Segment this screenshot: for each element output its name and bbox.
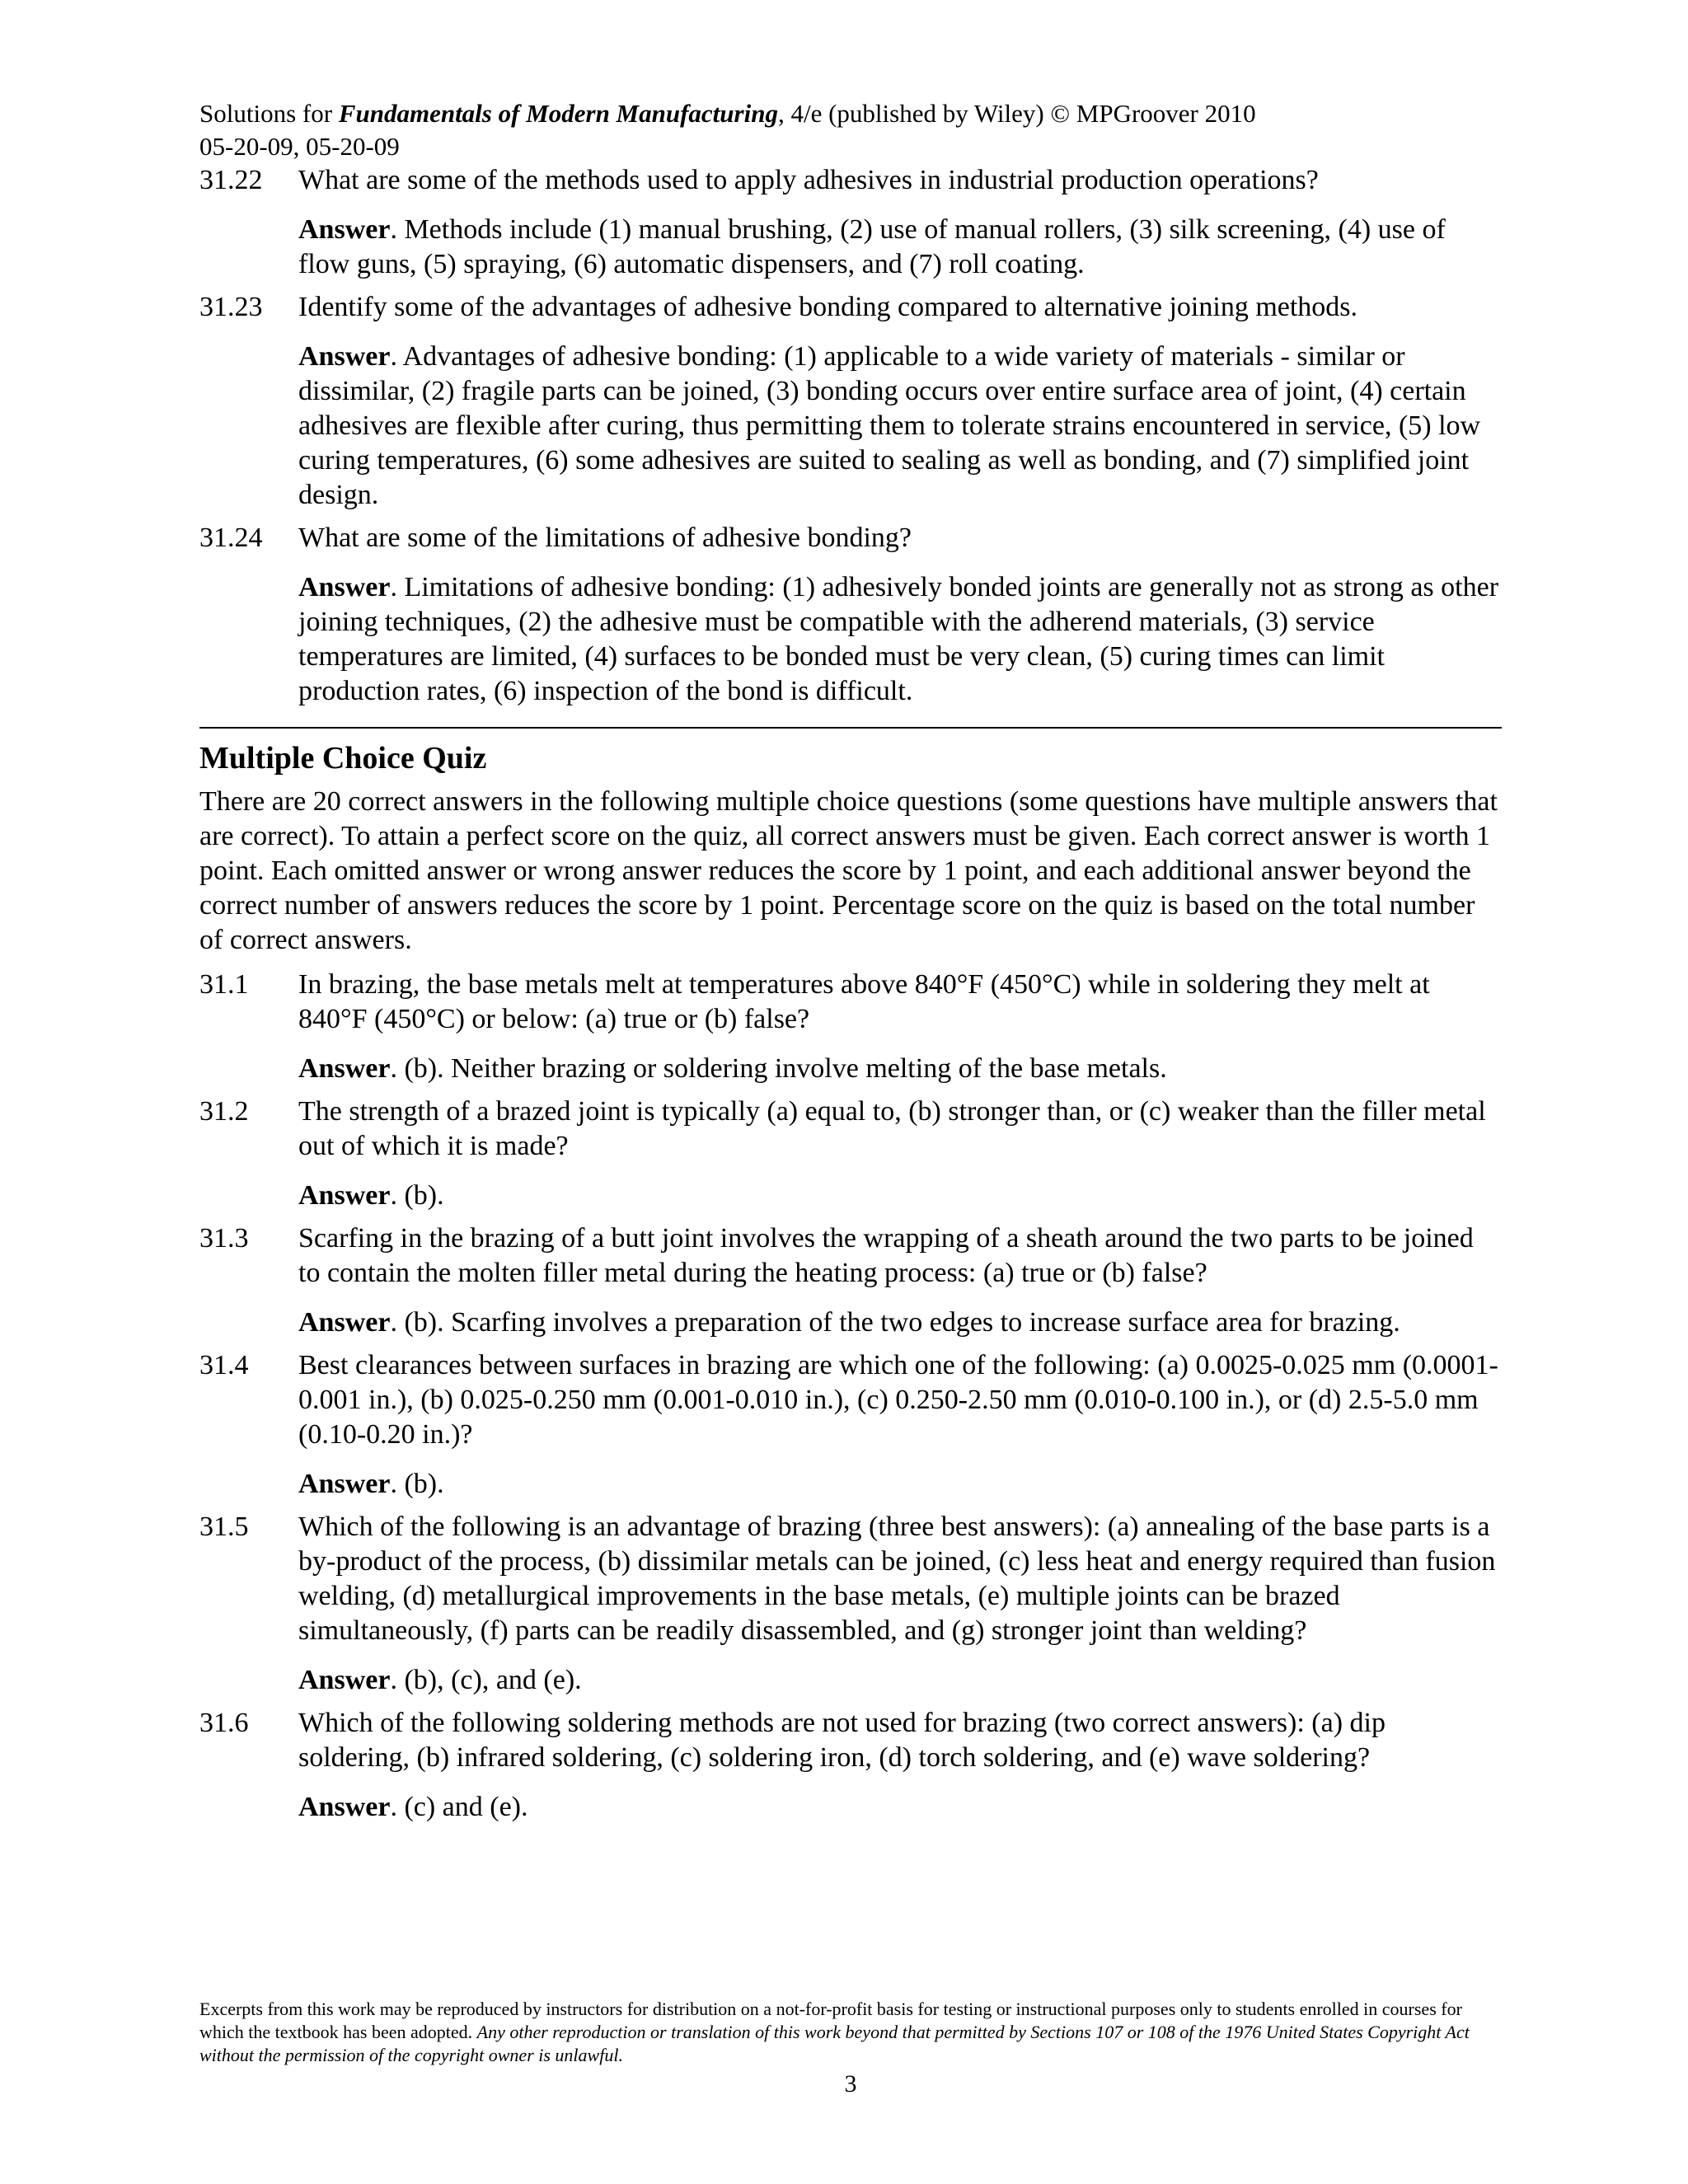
question-number: 31.24 xyxy=(199,523,263,553)
answer-block xyxy=(298,1467,1502,1502)
question-text: What are some of the limitations of adhesive bonding? xyxy=(298,523,912,553)
answer-label: Answer xyxy=(298,214,391,245)
quiz-question-row xyxy=(199,1348,1502,1452)
question-number: 31.4 xyxy=(199,1350,249,1380)
header-suffix: , 4/e (published by Wiley) © MPGroover 2010 xyxy=(777,99,1256,128)
answer-label: Answer xyxy=(298,1469,391,1499)
answer-label: Answer xyxy=(298,1792,391,1822)
quiz-question-row xyxy=(199,1221,1502,1291)
answer-text: . (b). xyxy=(390,1469,444,1499)
question-number: 31.5 xyxy=(199,1511,249,1542)
question-number: 31.22 xyxy=(199,165,263,195)
answer-label: Answer xyxy=(298,341,391,372)
answer-label: Answer xyxy=(298,572,391,602)
answer-text: . (b), (c), and (e). xyxy=(390,1665,582,1695)
quiz-question-row xyxy=(199,1706,1502,1775)
header-line xyxy=(199,97,1502,130)
quiz-question-row xyxy=(199,1510,1502,1648)
answer-block xyxy=(298,1305,1502,1340)
answer-text: . Limitations of adhesive bonding: (1) adhesively bonded joints are generally not as strong as other joining techniques, (2) the adhesive must be compatible with the adherend materials, (3) service temperatures are limited, (4) surfaces to be bonded must be very clean, (5) curing times can limit production rates, (6) inspection of the bond is difficult. xyxy=(298,572,1499,706)
section-title: Multiple Choice Quiz xyxy=(199,741,487,776)
quiz-questions xyxy=(199,968,1502,1825)
header-prefix: Solutions for xyxy=(199,99,339,128)
question-number: 31.23 xyxy=(199,292,263,322)
question-row xyxy=(199,163,1502,198)
question-text: Scarfing in the brazing of a butt joint involves the wrapping of a sheath around the two parts to be joined to contain the molten filler metal during the heating process: (a) true or (b) false? xyxy=(298,1223,1474,1288)
question-text: Which of the following is an advantage of brazing (three best answers): (a) annealing of the base parts is a by-product of the process, (b) dissimilar metals can be joined, (c) less heat and energy required than fusion welding, (d) metallurgical improvements in the base metals, (e) multiple joints can be brazed simultaneously, (f) parts can be readily disassembled, and (g) stronger joint than welding? xyxy=(298,1511,1496,1646)
document-page xyxy=(199,97,1502,1825)
running-header xyxy=(199,97,1502,163)
question-text: In brazing, the base metals melt at temperatures above 840°F (450°C) while in soldering they melt at 840°F (450°C) or below: (a) true or (b) false? xyxy=(298,969,1430,1034)
copyright-footer xyxy=(199,1998,1502,2098)
book-title: Fundamentals of Modern Manufacturing xyxy=(338,99,778,128)
question-row xyxy=(199,521,1502,555)
question-text: Identify some of the advantages of adhesive bonding compared to alternative joining methods. xyxy=(298,292,1358,322)
answer-label: Answer xyxy=(298,1053,391,1084)
quiz-question-row xyxy=(199,968,1502,1037)
answer-label: Answer xyxy=(298,1665,391,1695)
answer-block xyxy=(298,213,1502,282)
review-questions xyxy=(199,163,1502,709)
question-text: Which of the following soldering methods are not used for brazing (two correct answers): (a) dip soldering, (b) infrared soldering, (c) soldering iron, (d) torch soldering, and (e) wave soldering? xyxy=(298,1708,1386,1773)
question-text: What are some of the methods used to apply adhesives in industrial production operations? xyxy=(298,165,1319,195)
section-divider xyxy=(199,727,1502,729)
page-number: 3 xyxy=(844,2070,857,2097)
question-text: The strength of a brazed joint is typically (a) equal to, (b) stronger than, or (c) weaker than the filler metal out of which it is made? xyxy=(298,1096,1486,1161)
answer-block xyxy=(298,1663,1502,1698)
answer-text: . Advantages of adhesive bonding: (1) applicable to a wide variety of materials - similar or dissimilar, (2) fragile parts can be joined, (3) bonding occurs over entire surface area of joint, (4) certain adhesives are flexible after curing, thus permitting them to tolerate strains encountered in service, (5) low curing temperatures, (6) some adhesives are suited to sealing as well as bonding, and (7) simplified joint design. xyxy=(298,341,1481,510)
answer-text: . Methods include (1) manual brushing, (2) use of manual rollers, (3) silk screening, (4) use of flow guns, (5) spraying, (6) automatic dispensers, and (7) roll coating. xyxy=(298,214,1446,279)
quiz-question-row xyxy=(199,1094,1502,1164)
answer-text: . (c) and (e). xyxy=(390,1792,528,1822)
answer-label: Answer xyxy=(298,1180,391,1211)
question-number: 31.2 xyxy=(199,1096,249,1127)
quiz-intro: There are 20 correct answers in the following multiple choice questions (some questions have multiple answers that are correct). To attain a perfect score on the quiz, all correct answers must be given. Each correct answer is worth 1 point. Each omitted answer or wrong answer reduces the score by 1 point, and each additional answer beyond the correct number of answers reduces the score by 1 point. Percentage score on the quiz is based on the total number of correct answers. xyxy=(199,786,1498,955)
question-number: 31.6 xyxy=(199,1708,249,1738)
footer-notice: Excerpts from this work may be reproduced by instructors for distribution on a not-for-profit basis for testing or instructional purposes only to students enrolled in courses for which the textbook has been adopted. xyxy=(199,1999,1462,2042)
answer-label: Answer xyxy=(298,1307,391,1338)
answer-text: . (b). Neither brazing or soldering involve melting of the base metals. xyxy=(390,1053,1167,1084)
answer-block xyxy=(298,570,1502,709)
answer-text: . (b). Scarfing involves a preparation of the two edges to increase surface area for brazing. xyxy=(390,1307,1400,1338)
question-number: 31.1 xyxy=(199,969,249,1000)
answer-block xyxy=(298,340,1502,513)
answer-block xyxy=(298,1179,1502,1213)
header-date: 05-20-09, 05-20-09 xyxy=(199,132,400,161)
question-number: 31.3 xyxy=(199,1223,249,1254)
question-text: Best clearances between surfaces in brazing are which one of the following: (a) 0.0025-0.025 mm (0.0001-0.001 in.), (b) 0.025-0.250 mm (0.001-0.010 in.), (c) 0.250-2.50 mm (0.010-0.100 in.), or (d) 2.5-5.0 mm (0.10-0.20 in.)? xyxy=(298,1350,1498,1450)
answer-block xyxy=(298,1790,1502,1825)
question-row xyxy=(199,290,1502,325)
answer-block xyxy=(298,1052,1502,1086)
footer-legal-notice: Any other reproduction or translation of this work beyond that permitted by Sections 107 or 108 of the 1976 United States Copyright Act without the permission of the copyright owner is unlawful. xyxy=(199,2022,1470,2065)
answer-text: . (b). xyxy=(390,1180,444,1211)
